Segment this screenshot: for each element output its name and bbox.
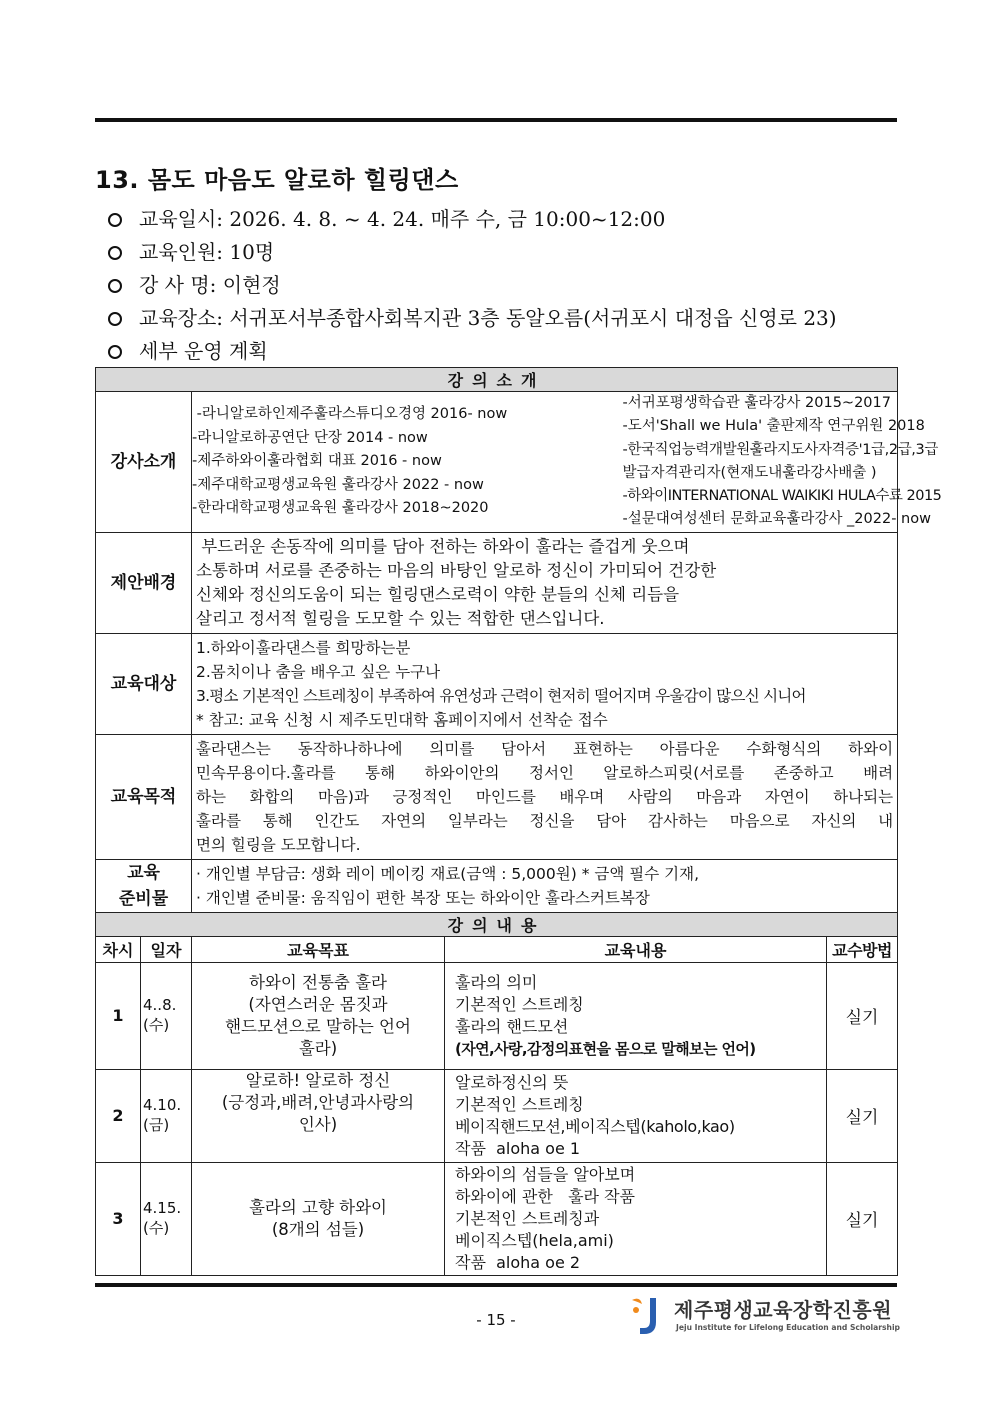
- supplies-label: 교육 준비물: [96, 859, 192, 912]
- info-item-location: 교육장소: 서귀포서부종합사회복지관 3층 동알오름(서귀포시 대정읍 신영로 23): [108, 302, 837, 335]
- circle-bullet-icon: [108, 312, 122, 326]
- schedule-header: 강의내용: [96, 912, 898, 936]
- table-row: 2 4.10.(금) 알로하! 알로하 정신 (긍정과,배려,안녕과사랑의 인사) 알로하정신의 뜻 기본적인 스트레칭 베이직핸드모션,베이직스텝(kaholo,kao) 작품 aloha oe 1 실기: [96, 1069, 898, 1162]
- col-goal: 교육목표: [192, 936, 445, 962]
- target-text: 1.하와이훌라댄스를 희망하는분 2.몸치이나 춤을 배우고 싶은 누구나 3.평소 기본적인 스트레칭이 부족하여 유연성과 근력이 현저히 떨어지며 우울감이 많으신 시니어 * 참고: 교육 신청 시 제주도민대학 홈페이지에서 선착순 접수: [192, 633, 898, 734]
- circle-bullet-icon: [108, 213, 122, 227]
- org-logo-mark-icon: [626, 1294, 668, 1338]
- circle-bullet-icon: [108, 246, 122, 260]
- top-rule: [95, 118, 897, 122]
- supplies-text: · 개인별 부담금: 생화 레이 메이킹 재료(금액 : 5,000원) * 금액 필수 기재, · 개인별 준비물: 움직임이 편한 복장 또는 하와이안 훌라스커트복장: [192, 859, 898, 912]
- page-number: - 15 -: [476, 1311, 516, 1329]
- info-item-plan: 세부 운영 계획: [108, 335, 837, 368]
- col-content: 교육내용: [445, 936, 827, 962]
- col-date: 일자: [141, 936, 192, 962]
- info-list: [108, 203, 837, 368]
- org-name-en: Jeju Institute for Lifelong Education and Scholarship: [676, 1323, 900, 1332]
- table-row: 3 4.15.(수) 훌라의 고향 하와이 (8개의 섬들) 하와이의 섬들을 알아보며 하와이에 관한 훌라 작품 기본적인 스트레칭과 베이직스텝(hela,ami) 작품 aloha oe 2 실기: [96, 1162, 898, 1275]
- instructor-career-left: -라니알로하인제주훌라스튜디오경영 2016- now -라니알로하공연단 단장 2014 - now -제주하와이훌라협회 대표 2016 - now -제주대학교평생교육원 훌라강사 2022 - now -한라대학교평생교육원 훌라강사 2018~2020: [192, 392, 727, 533]
- info-item-instructor: 강 사 명: 이현정: [108, 269, 837, 302]
- instructor-career-right: -서귀포평생학습관 훌라강사 2015~2017 -도서'Shall we Hula' 출판제작 연구위원 2018 -한국직업능력개발원훌라지도사자격증'1급,2급,3급 발급자격관리자(현재도내훌라강사배출 ) -하와이INTERNATIONAL WAIKIKI HULA수료 2015 -설문대여성센터 문화교육훌라강사 _2022- now: [727, 392, 898, 533]
- course-table: [95, 367, 942, 1276]
- bottom-rule: [95, 1283, 897, 1287]
- info-item-date: 교육일시: 2026. 4. 8. ~ 4. 24. 매주 수, 금 10:00~12:00: [108, 203, 837, 236]
- org-logo: [626, 1294, 900, 1338]
- intro-header: 강의소개: [96, 368, 898, 392]
- purpose-text: 훌라댄스는 동작하나하나에 의미를 담아서 표현하는 아름다운 수화형식의 하와이 민속무용이다.훌라를 통해 하와이안의 정서인 알로하스피릿(서로를 존중하고 배려 하는 화합의 마음)과 긍정적인 마인드를 배우며 사람의 마음과 자연이 하나되는 훌라를 통해 인간도 자연의 일부라는 정신을 담아 감사하는 마음으로 자신의 내 면의 힐링을 도모합니다.: [192, 734, 898, 859]
- col-session: 차시: [96, 936, 141, 962]
- background-label: 제안배경: [96, 532, 192, 633]
- circle-bullet-icon: [108, 279, 122, 293]
- section-title: 13. 몸도 마음도 알로하 힐링댄스: [95, 166, 459, 194]
- background-text: 부드러운 손동작에 의미를 담아 전하는 하와이 훌라는 즐겁게 웃으며 소통하며 서로를 존중하는 마음의 바탕인 알로하 정신이 가미되어 건강한 신체와 정신의도움이 되는 힐링댄스로력이 약한 분들의 신체 리듬을 살리고 정서적 힐링을 도모할 수 있는 적합한 댄스입니다.: [192, 532, 898, 633]
- info-item-capacity: 교육인원: 10명: [108, 236, 837, 269]
- org-name: 제주평생교육장학진흥원: [674, 1298, 893, 1322]
- target-label: 교육대상: [96, 633, 192, 734]
- table-row: 1 4..8.(수) 하와이 전통춤 훌라 (자연스러운 몸짓과 핸드모션으로 말하는 언어 훌라) 훌라의 의미 기본적인 스트레칭 훌라의 핸드모션 (자연,사랑,감정의표현을 몸으로 말해보는 언어) 실기: [96, 962, 898, 1069]
- circle-bullet-icon: [108, 345, 122, 359]
- col-method: 교수방법: [827, 936, 898, 962]
- instructor-label: 강사소개: [96, 392, 192, 533]
- purpose-label: 교육목적: [96, 734, 192, 859]
